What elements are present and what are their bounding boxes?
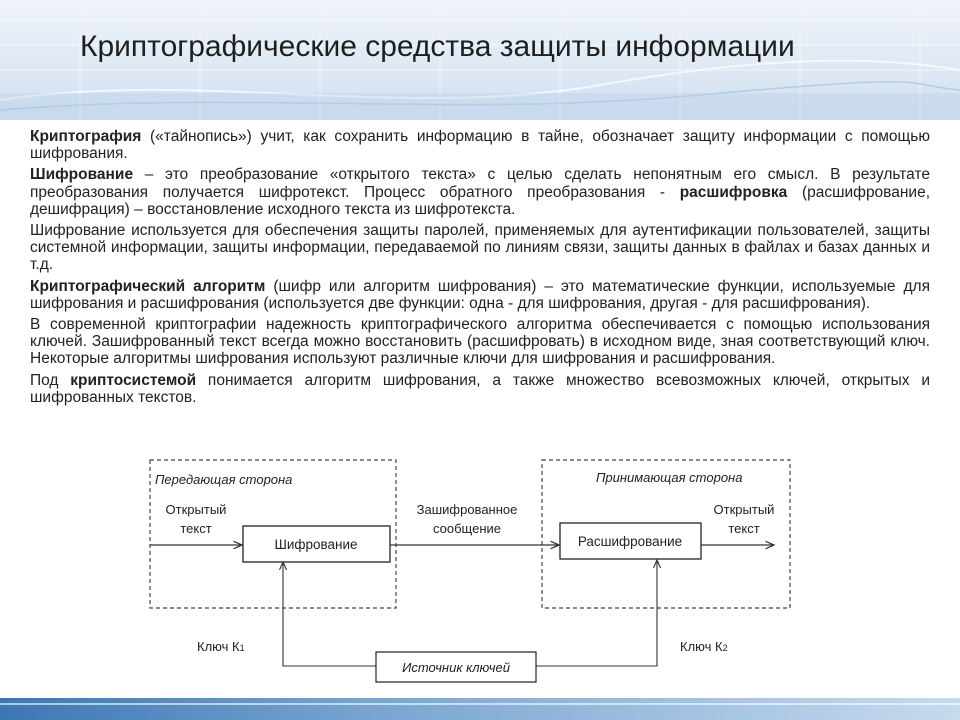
slide-header	[0, 0, 960, 120]
paragraph-text: (расшифрование, дешифрация) – восстановление исходного текста из шифротекста.	[30, 183, 931, 218]
paragraph-text: – это преобразование «открытого текста» с целью сделать непонятным его смысл. В результате преобразования получается шифротекст. Процесс обратного преобразования -	[30, 166, 930, 201]
paragraph-text: Под	[30, 371, 71, 389]
message-line1: Зашифрованное	[416, 502, 518, 517]
term-cryptography: Криптография	[30, 128, 142, 145]
term-encryption: Шифрование	[30, 166, 134, 184]
paragraph-text: (шифр или алгоритм шифрования) – это математические функции, используемые для шифрования и расшифрования (используется две функции: одна - для шифрования, другая - для расшифрования).	[30, 277, 930, 312]
key1-label: Ключ К1	[197, 639, 245, 654]
content-text	[30, 128, 930, 410]
term-algorithm: Криптографический алгоритм	[30, 277, 266, 295]
term-cryptosystem: криптосистемой	[70, 371, 197, 389]
footer-stripe	[0, 703, 960, 705]
paragraph-algorithm	[30, 278, 930, 312]
page-title: Криптографические средства защиты информации	[80, 30, 795, 63]
paragraph-cryptography	[30, 128, 930, 162]
key1-line	[283, 562, 376, 666]
key2-label: Ключ К2	[680, 639, 728, 654]
key-source-label: Источник ключей	[402, 660, 510, 675]
plaintext-in-line2: текст	[180, 521, 212, 536]
paragraph-text: понимается алгоритм шифрования, а также множество всевозможных ключей, открытых и шифрованных текстов.	[30, 371, 930, 406]
paragraph-keys: В современной криптографии надежность криптографического алгоритма обеспечивается с помощью использования ключей. Зашифрованный текст всегда можно восстановить (расшифровать) в исходном виде, зная соответствующий ключ. Некоторые алгоритмы шифрования используют различные ключи для шифрования и расшифрования.	[30, 316, 930, 368]
encrypt-box-label: Шифрование	[274, 537, 358, 552]
decrypt-box-label: Расшифрование	[577, 534, 683, 549]
crypto-diagram	[140, 455, 810, 695]
term-decryption: расшифровка	[679, 183, 788, 201]
paragraph-encryption	[30, 166, 930, 218]
receiver-label: Принимающая сторона	[596, 470, 743, 485]
plaintext-in-line1: Открытый	[165, 502, 227, 517]
paragraph-usage: Шифрование используется для обеспечения защиты паролей, применяемых для аутентификации пользователей, защиты системной информации, защиты информации, передаваемой по линиям связи, защиты данных в файлах и базах данных и т.д.	[30, 222, 930, 274]
sender-label: Передающая сторона	[155, 472, 293, 487]
key2-line	[536, 560, 657, 666]
paragraph-text: («тайнопись») учит, как сохранить информацию в тайне, обозначает защиту информации с помощью шифрования.	[30, 128, 930, 163]
plaintext-out-line1: Открытый	[713, 502, 775, 517]
footer-bar	[0, 698, 960, 720]
paragraph-cryptosystem	[30, 372, 930, 406]
plaintext-out-line2: текст	[728, 521, 760, 536]
message-line2: сообщение	[432, 521, 502, 536]
